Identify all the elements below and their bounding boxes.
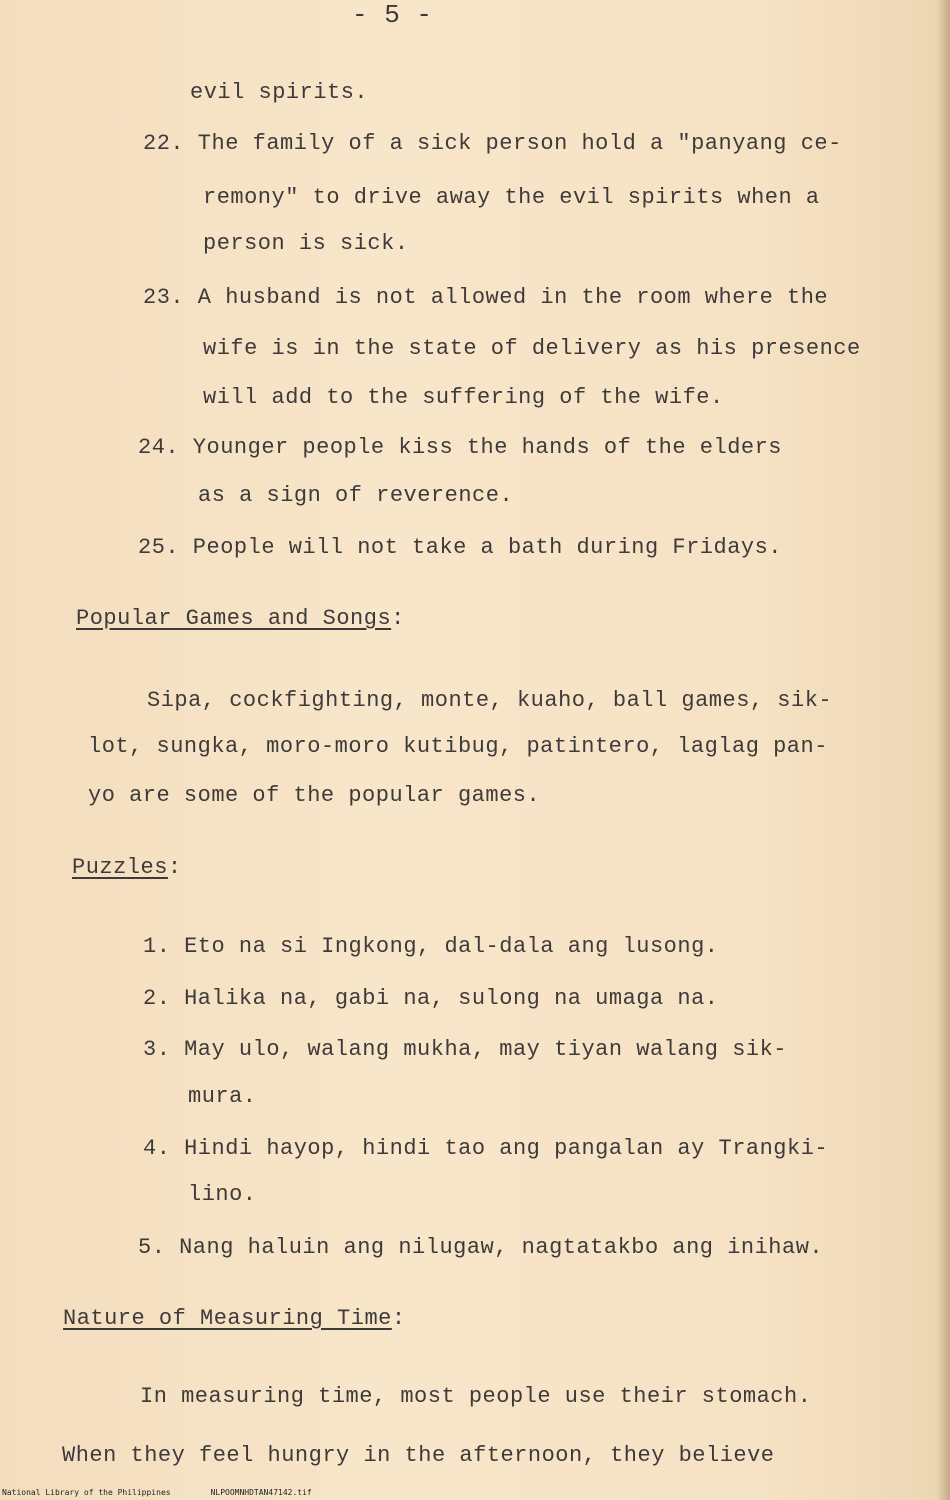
time-line-1: In measuring time, most people use their stomach. (140, 1384, 812, 1409)
time-heading (63, 1306, 406, 1332)
puzzle-5-line-1: 5. Nang haluin ang nilugaw, nagtatakbo ang inihaw. (138, 1235, 824, 1260)
time-heading-colon: : (391, 1306, 406, 1331)
puzzle-4-line-2: lino. (188, 1182, 257, 1207)
belief-22-line-3: person is sick. (203, 231, 409, 256)
belief-23-line-1: 23. A husband is not allowed in the room where the (143, 285, 829, 310)
puzzles-heading (72, 855, 182, 881)
footer-library: National Library of the Philippines (2, 1488, 171, 1497)
puzzles-heading-text: Puzzles (72, 855, 168, 880)
games-line-3: yo are some of the popular games. (88, 783, 541, 808)
time-line-2: When they feel hungry in the afternoon, they believe (62, 1443, 775, 1468)
belief-24-line-2: as a sign of reverence. (198, 483, 514, 508)
puzzle-3-line-2: mura. (188, 1084, 257, 1109)
belief-22-line-2: remony" to drive away the evil spirits when a (203, 185, 820, 210)
games-heading-text: Popular Games and Songs (76, 606, 392, 631)
games-line-2: lot, sungka, moro-moro kutibug, patintero, laglag pan- (88, 734, 828, 759)
scan-footer (2, 1488, 352, 1498)
page-edge-shadow (936, 0, 950, 1500)
belief-23-line-2: wife is in the state of delivery as his presence (203, 336, 861, 361)
time-heading-text: Nature of Measuring Time (63, 1306, 392, 1331)
belief-23-line-3: will add to the suffering of the wife. (203, 385, 724, 410)
puzzle-4-line-1: 4. Hindi hayop, hindi tao ang pangalan ay Trangki- (143, 1136, 829, 1161)
belief-24-line-1: 24. Younger people kiss the hands of the elders (138, 435, 783, 460)
intro-line: evil spirits. (190, 80, 369, 105)
games-heading-colon: : (391, 606, 405, 631)
games-heading (76, 606, 405, 632)
puzzles-heading-colon: : (167, 855, 182, 880)
puzzle-3-line-1: 3. May ulo, walang mukha, may tiyan walang sik- (143, 1037, 788, 1062)
belief-22-line-1: 22. The family of a sick person hold a "panyang ce- (143, 131, 842, 156)
puzzle-1-line-1: 1. Eto na si Ingkong, dal-dala ang lusong. (143, 934, 719, 959)
footer-file-id: NLPOOMNHDTAN47142.tif (210, 1488, 312, 1497)
games-line-1: Sipa, cockfighting, monte, kuaho, ball games, sik- (147, 688, 833, 713)
page-number: - 5 - (352, 0, 433, 30)
puzzle-2-line-1: 2. Halika na, gabi na, sulong na umaga na. (143, 986, 719, 1011)
belief-25-line-1: 25. People will not take a bath during Fridays. (138, 535, 783, 560)
